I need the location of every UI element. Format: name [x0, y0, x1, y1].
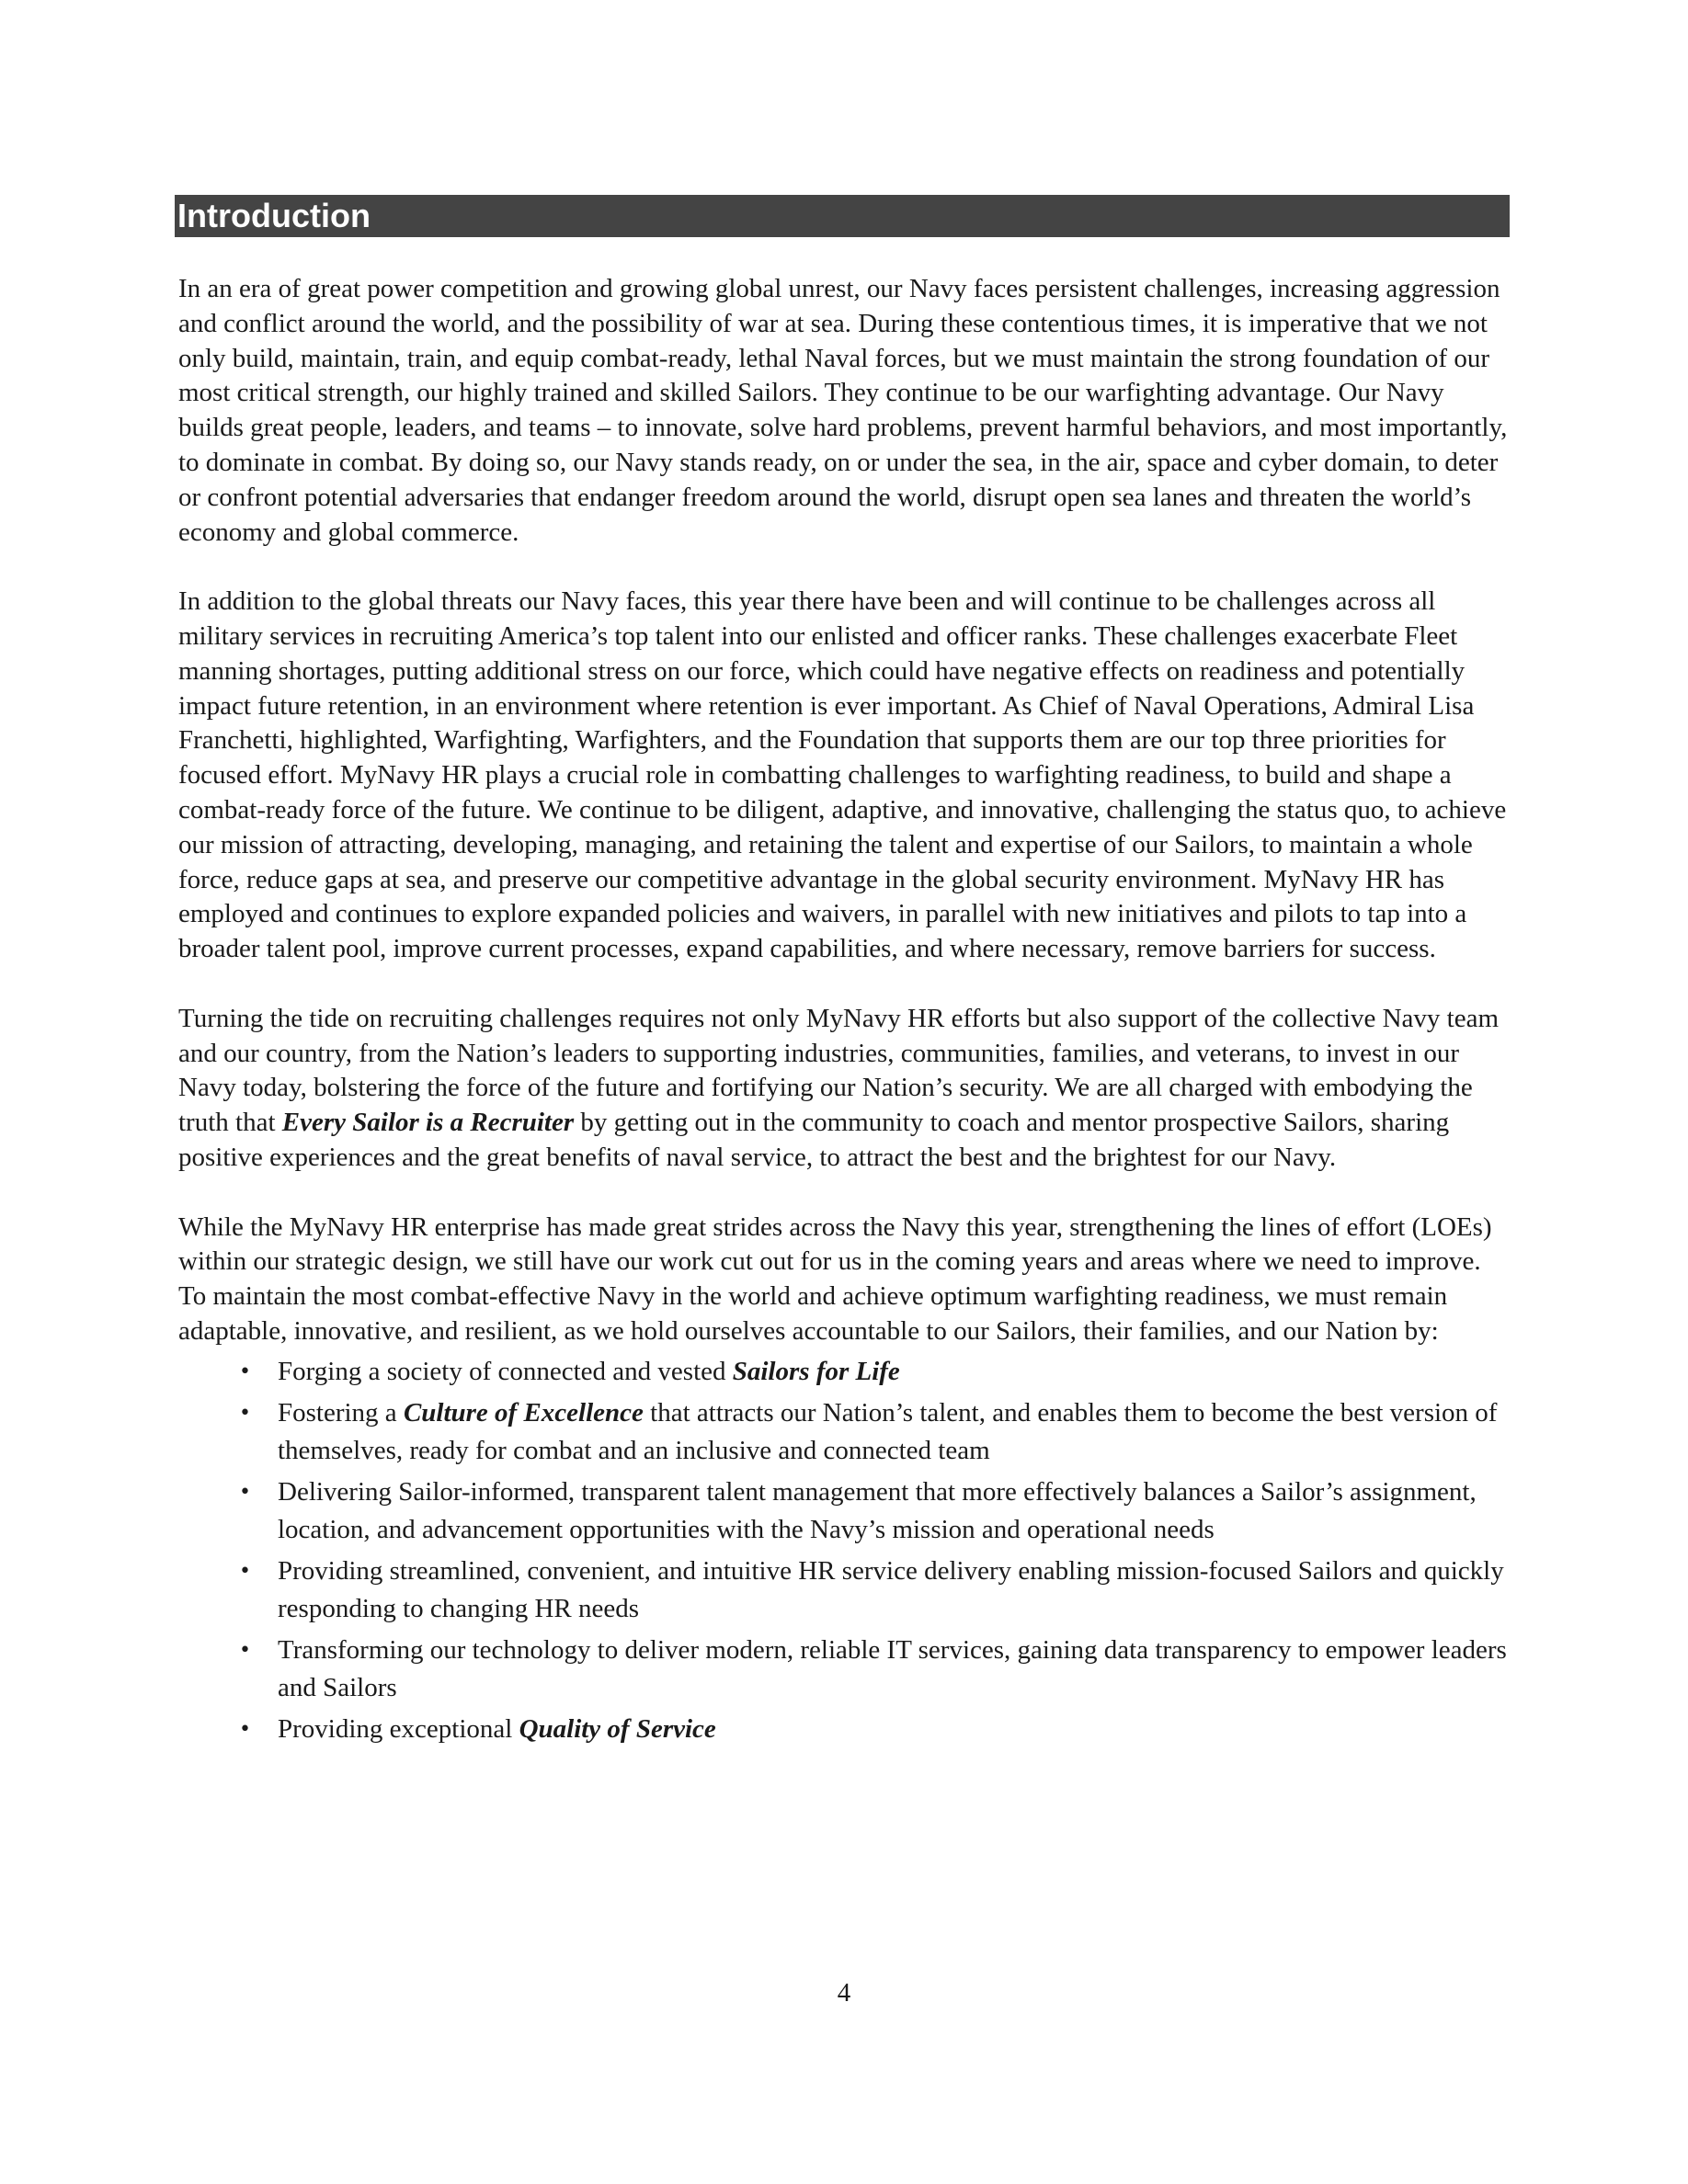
paragraph-3-text-start: Turning the tide on recruiting challenges requires not only MyNavy HR efforts but also support of the collective Navy team and our country, from the Nation’s leaders to supporting industries, communities, families, and veterans, to invest in our Navy today, bolstering the force of the future and fortifying our Nation’s security. We are all charged with embodying the truth that [178, 1003, 1499, 1138]
list-item-text [278, 1398, 1497, 1465]
list-item-6-text: Providing exceptional [278, 1713, 519, 1744]
priority-list [178, 1353, 1510, 1748]
list-item-2-text-end: that attracts our Nation’s talent, and enables them to become the best version of themselves, ready for combat and an inclusive and connected team [278, 1397, 1498, 1465]
list-item-2-emphasis: Culture of Excellence [403, 1397, 644, 1428]
paragraph-2 [178, 585, 1510, 967]
list-item-2-text-start: Fostering a [278, 1397, 404, 1428]
list-item [178, 1353, 1510, 1391]
bullet-icon: • [239, 1559, 251, 1583]
paragraph-2-text: In addition to the global threats our Navy faces, this year there have been and will continue to be challenges across all military services in recruiting America’s top talent into our enlisted and officer ranks. These challenges exacerbate Fleet manning shortages, putting additional stress on our force, which could have negative effects on readiness and potentially impact future retention, in an environment where retention is ever important. As Chief of Naval Operations, Admiral Lisa Franchetti, highlighted, Warfighting, Warfighters, and the Foundation that supports them are our top three priorities for focused effort. MyNavy HR plays a crucial role in combatting challenges to warfighting readiness, to build and shape a combat-ready force of the future. We continue to be diligent, adaptive, and innovative, challenging the status quo, to achieve our mission of attracting, developing, managing, and retaining the talent and expertise of our Sailors, to maintain a whole force, reduce gaps at sea, and preserve our competitive advantage in the global security environment. MyNavy HR has employed and continues to explore expanded policies and waivers, in parallel with new initiatives and pilots to tap into a broader talent pool, improve current processes, expand capabilities, and where necessary, remove barriers for success. [178, 586, 1507, 964]
paragraph-1 [178, 272, 1510, 550]
page-number: 4 [837, 1978, 851, 2008]
list-item [178, 1473, 1510, 1549]
list-item [178, 1553, 1510, 1628]
list-item-6-emphasis: Quality of Service [519, 1713, 716, 1744]
bullet-icon: • [239, 1359, 251, 1383]
section-heading: Introduction [175, 195, 1510, 237]
paragraph-4-text: While the MyNavy HR enterprise has made great strides across the Navy this year, strengthening the lines of effort (LOEs) within our strategic design, we still have our work cut out for us in the coming years and areas where we need to improve. To maintain the most combat-effective Navy in the world and achieve optimum warfighting readiness, we must remain adaptable, innovative, and resilient, as we hold ourselves accountable to our Sailors, their families, and our Nation by: [178, 1211, 1492, 1346]
list-item-text [278, 1714, 716, 1744]
body-text [178, 272, 1510, 1752]
list-item [178, 1632, 1510, 1707]
list-item-text [278, 1477, 1477, 1544]
list-item [178, 1711, 1510, 1748]
list-item [178, 1394, 1510, 1470]
list-item-5-text: Transforming our technology to deliver modern, reliable IT services, gaining data transparency to empower leaders and Sailors [278, 1634, 1507, 1702]
paragraph-1-text: In an era of great power competition and growing global unrest, our Navy faces persistent challenges, increasing aggression and conflict around the world, and the possibility of war at sea. During these contentious times, it is imperative that we not only build, maintain, train, and equip combat-ready, lethal Naval forces, but we must maintain the strong foundation of our most critical strength, our highly trained and skilled Sailors. They continue to be our warfighting advantage. Our Navy builds great people, leaders, and teams – to innovate, solve hard problems, prevent harmful behaviors, and most importantly, to dominate in combat. By doing so, our Navy stands ready, on or under the sea, in the air, space and cyber domain, to deter or confront potential adversaries that endanger freedom around the world, disrupt open sea lanes and threaten the world’s economy and global commerce. [178, 274, 1508, 547]
bullet-icon: • [239, 1401, 251, 1425]
paragraph-4 [178, 1211, 1510, 1349]
list-item-4-text: Providing streamlined, convenient, and intuitive HR service delivery enabling mission-focused Sailors and quickly responding to changing HR needs [278, 1555, 1504, 1623]
list-item-1-emphasis: Sailors for Life [732, 1356, 900, 1386]
paragraph-3-text-end: by getting out in the community to coach and mentor prospective Sailors, sharing positive experiences and the great benefits of naval service, to attract the best and the brightest for our Navy. [178, 1108, 1450, 1172]
list-item-text [278, 1556, 1504, 1623]
paragraph-3 [178, 1002, 1510, 1176]
list-item-text [278, 1635, 1507, 1702]
list-item-1-text: Forging a society of connected and vested [278, 1356, 733, 1386]
paragraph-3-emphasis: Every Sailor is a Recruiter [281, 1108, 575, 1138]
bullet-icon: • [239, 1480, 251, 1504]
list-item-3-text: Delivering Sailor-informed, transparent talent management that more effectively balances a Sailor’s assignment, location, and advancement opportunities with the Navy’s mission and operational needs [278, 1476, 1477, 1544]
bullet-icon: • [239, 1638, 251, 1662]
list-item-text [278, 1357, 900, 1386]
bullet-icon: • [239, 1717, 251, 1741]
